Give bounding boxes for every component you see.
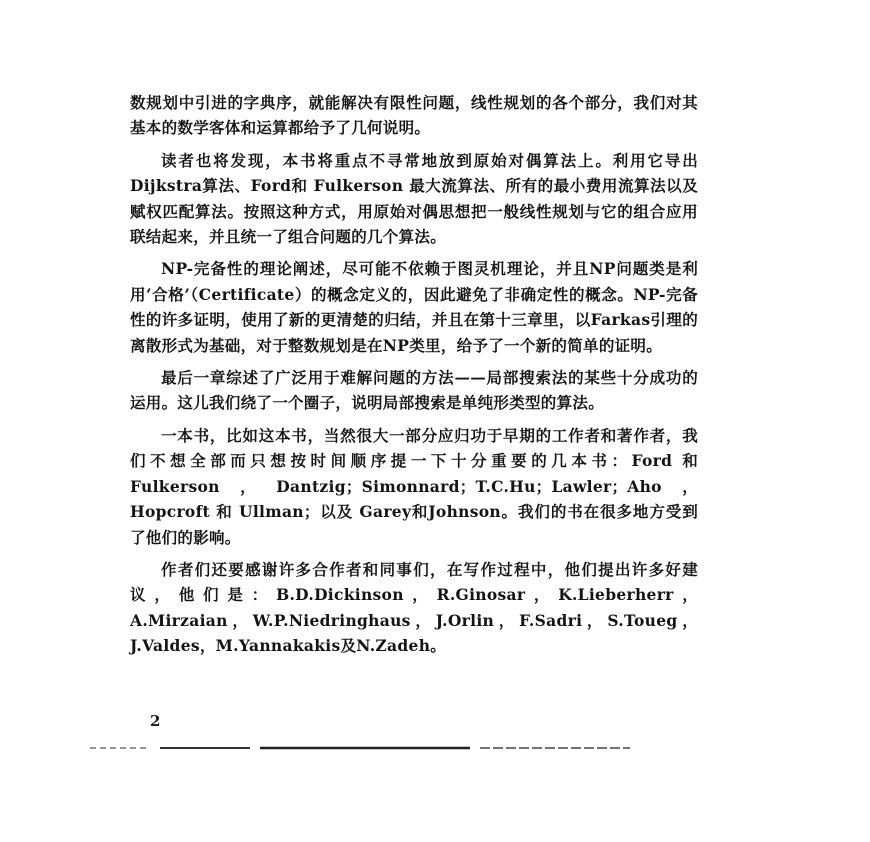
paragraph-local-search: 最后一章综述了广泛用于难解问题的方法——局部搜索法的某些十分成功的运用。这儿我们绕了一个圈子，说明局部搜索是单纯形类型的算法。 — [130, 368, 698, 413]
paragraph-earlier-books: 一本书，比如这本书，当然很大一部分应归功于早期的工作者和著作者，我们不想全部而只想按时间顺序提一下十分重要的几本书：Ford 和 Fulkerson，Dantzig；Simonnard；T.C.Hu；Lawler；Aho，Hopcroft 和 Ullman；以及 Garey和Johnson。我们的书在很多地方受到了他们的影响。 — [130, 425, 698, 547]
paragraph-continuation: 数规划中引进的字典序，就能解决有限性问题，线性规划的各个部分，我们对其基本的数学客体和运算都给予了几何说明。 — [130, 93, 698, 138]
body-text — [130, 90, 698, 659]
scan-edge-line — [90, 744, 630, 752]
paragraph-primal-dual: 读者也将发现，本书将重点不寻常地放到原始对偶算法上。利用它导出Dijkstra算法、Ford和 Fulkerson 最大流算法、所有的最小费用流算法以及赋权匹配算法。按照这种方式，用原始对偶思想把一般线性规划与它的组合应用联结起来，并且统一了组合问题的几个算法。 — [130, 150, 698, 247]
paragraph-acknowledgements: 作者们还要感谢许多合作者和同事们，在写作过程中，他们提出许多好建议，他们是：B.D.Dickinson，R.Ginosar，K.Lieberherr，A.Mirzaian，W.P.Niedringhaus，J.Orlin，F.Sadri，S.Toueg，J.Valdes，M.Yannakakis及N.Zadeh。 — [130, 559, 698, 656]
paragraph-np-completeness: NP-完备性的理论阐述，尽可能不依赖于图灵机理论，并且NP问题类是利用‘合格’（Certificate）的概念定义的，因此避免了非确定性的概念。NP-完备性的许多证明，使用了新的更清楚的归结，并且在第十三章里，以Farkas引理的离散形式为基础，对于整数规划是在NP类里，给予了一个新的简单的证明。 — [130, 259, 698, 355]
page-number: 2 — [150, 712, 161, 730]
